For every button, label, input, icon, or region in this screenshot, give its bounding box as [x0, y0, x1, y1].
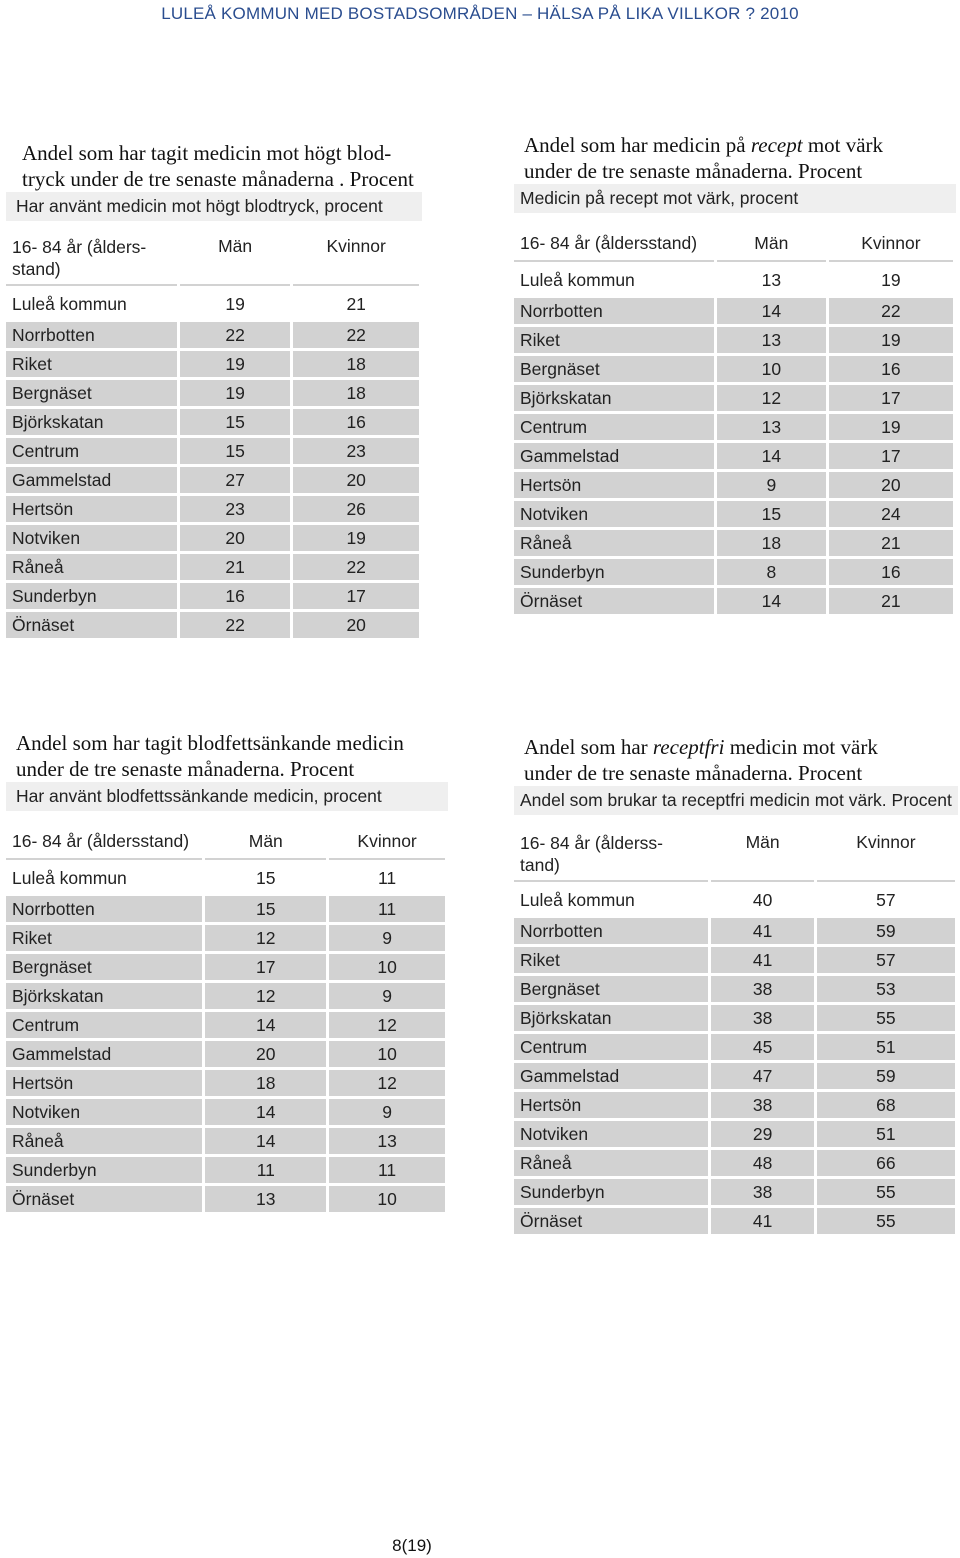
cell-women: 11	[329, 1157, 445, 1183]
cell-area: Hertsön	[514, 1092, 708, 1118]
table-row	[514, 530, 953, 556]
column-header-women: Kvinnor	[817, 828, 955, 882]
cell-area: Luleå kommun	[520, 269, 635, 290]
cell-women: 68	[817, 1092, 955, 1118]
cell-area: Gammelstad	[6, 467, 177, 493]
table-row	[514, 976, 955, 1002]
table-row	[514, 443, 953, 469]
cell-men: 38	[711, 1092, 813, 1118]
cell-area: Björkskatan	[6, 409, 177, 435]
cell-men: 13	[717, 327, 826, 353]
cell-area: Bergnäset	[514, 976, 708, 1002]
column-header-area: 16- 84 år (åldersstand)	[514, 226, 714, 262]
table-subtitle: Har använt blodfettssänkande medicin, procent	[6, 782, 448, 813]
cell-women: 9	[329, 1099, 445, 1125]
cell-men: 10	[717, 356, 826, 382]
data-table	[3, 229, 422, 641]
cell-men: 14	[717, 588, 826, 614]
table-row	[6, 1128, 445, 1154]
table-row	[6, 1099, 445, 1125]
cell-area: Gammelstad	[6, 1041, 202, 1067]
cell-men: 23	[180, 496, 291, 522]
cell-area: Råneå	[6, 554, 177, 580]
cell-women: 16	[293, 409, 419, 435]
cell-men: 19	[180, 380, 291, 406]
cell-women: 16	[829, 356, 953, 382]
cell-women: 17	[829, 385, 953, 411]
table-title: Andel som har tagit medicin mot högt blod- tryck under de tre senaste månaderna . Procent	[22, 141, 414, 191]
cell-area: Notviken	[514, 501, 714, 527]
table-row	[6, 612, 419, 638]
cell-women: 59	[817, 918, 955, 944]
table-row	[514, 472, 953, 498]
table-row	[6, 925, 445, 951]
cell-area: Råneå	[514, 530, 714, 556]
table-row	[6, 583, 419, 609]
cell-women: 20	[829, 472, 953, 498]
column-header-women: Kvinnor	[293, 232, 419, 286]
cell-women: 18	[293, 380, 419, 406]
cell-men: 12	[205, 925, 326, 951]
cell-area: Sunderbyn	[514, 559, 714, 585]
cell-area: Sunderbyn	[6, 1157, 202, 1183]
table-title: Andel som har receptfri medicin mot värk under de tre senaste månaderna. Procent	[524, 735, 878, 785]
table-row	[6, 438, 419, 464]
column-header-women: Kvinnor	[829, 226, 953, 262]
cell-women: 22	[293, 322, 419, 348]
cell-area: Hertsön	[6, 1070, 202, 1096]
cell-women: 13	[329, 1128, 445, 1154]
cell-men: 20	[205, 1041, 326, 1067]
table-row	[6, 467, 419, 493]
table-row	[514, 1179, 955, 1205]
cell-area: Sunderbyn	[6, 583, 177, 609]
cell-area: Notviken	[514, 1121, 708, 1147]
cell-men: 41	[711, 947, 813, 973]
cell-women: 20	[293, 467, 419, 493]
column-header-men: Män	[205, 824, 326, 860]
table-row	[514, 265, 953, 295]
cell-women: 23	[293, 438, 419, 464]
table-subtitle: Andel som brukar ta receptfri medicin mot värk. Procent	[514, 786, 958, 817]
table-recept-vark	[514, 132, 956, 617]
cell-women: 10	[329, 954, 445, 980]
cell-men: 11	[205, 1157, 326, 1183]
table-row	[6, 896, 445, 922]
cell-area: Örnäset	[514, 588, 714, 614]
cell-women: 66	[817, 1150, 955, 1176]
table-row	[6, 380, 419, 406]
cell-men: 19	[225, 293, 245, 314]
table-row	[6, 954, 445, 980]
table-row	[514, 1063, 955, 1089]
cell-women: 12	[329, 1070, 445, 1096]
cell-women: 21	[829, 588, 953, 614]
column-header-men: Män	[711, 828, 813, 882]
cell-area: Luleå kommun	[12, 293, 127, 314]
cell-area: Gammelstad	[514, 1063, 708, 1089]
cell-women: 53	[817, 976, 955, 1002]
cell-women: 51	[817, 1121, 955, 1147]
table-row	[6, 496, 419, 522]
table-row	[514, 1092, 955, 1118]
cell-women: 9	[329, 983, 445, 1009]
table-row	[6, 409, 419, 435]
cell-men: 13	[205, 1186, 326, 1212]
cell-men: 38	[711, 1005, 813, 1031]
cell-area: Örnäset	[6, 612, 177, 638]
cell-men: 15	[180, 409, 291, 435]
cell-men: 29	[711, 1121, 813, 1147]
column-header-area: 16- 84 år (ålderss-tand)	[514, 828, 708, 882]
cell-women: 19	[293, 525, 419, 551]
cell-men: 15	[205, 896, 326, 922]
cell-area: Luleå kommun	[520, 889, 635, 910]
cell-area: Örnäset	[6, 1186, 202, 1212]
cell-women: 57	[817, 947, 955, 973]
table-row	[6, 1157, 445, 1183]
cell-area: Örnäset	[514, 1208, 708, 1234]
cell-men: 18	[717, 530, 826, 556]
cell-men: 19	[180, 351, 291, 377]
column-header-women: Kvinnor	[329, 824, 445, 860]
cell-men: 47	[711, 1063, 813, 1089]
column-header-men: Män	[180, 232, 291, 286]
cell-men: 22	[180, 322, 291, 348]
page-header: LULEÅ KOMMUN MED BOSTADSOMRÅDEN – HÄLSA PÅ LIKA VILLKOR ? 2010	[161, 4, 799, 23]
cell-men: 41	[711, 918, 813, 944]
cell-women: 57	[876, 889, 896, 910]
cell-area: Riket	[6, 925, 202, 951]
cell-women: 55	[817, 1208, 955, 1234]
table-blodtryck	[6, 140, 422, 641]
cell-men: 14	[205, 1099, 326, 1125]
cell-area: Centrum	[514, 1034, 708, 1060]
cell-area: Centrum	[6, 438, 177, 464]
cell-area: Riket	[6, 351, 177, 377]
table-row	[514, 356, 953, 382]
cell-men: 27	[180, 467, 291, 493]
table-title: Andel som har tagit blodfettsänkande medicin under de tre senaste månaderna. Procent	[16, 731, 404, 781]
table-row	[514, 327, 953, 353]
cell-men: 40	[752, 889, 773, 910]
table-blodfett	[6, 730, 448, 1215]
cell-men: 22	[180, 612, 291, 638]
cell-men: 15	[717, 501, 826, 527]
column-header-men: Män	[717, 226, 826, 262]
cell-women: 18	[293, 351, 419, 377]
cell-area: Björkskatan	[514, 385, 714, 411]
cell-area: Norrbotten	[514, 298, 714, 324]
cell-area: Björkskatan	[514, 1005, 708, 1031]
cell-women: 59	[817, 1063, 955, 1089]
table-row	[514, 918, 955, 944]
table-receptfri-vark	[514, 734, 958, 1237]
table-subtitle: Medicin på recept mot värk, procent	[514, 184, 956, 215]
cell-women: 12	[329, 1012, 445, 1038]
table-row	[514, 1121, 955, 1147]
cell-area: Råneå	[6, 1128, 202, 1154]
cell-area: Notviken	[6, 525, 177, 551]
table-row	[6, 525, 419, 551]
cell-women: 55	[817, 1179, 955, 1205]
cell-men: 38	[711, 976, 813, 1002]
cell-women: 21	[829, 530, 953, 556]
cell-area: Råneå	[514, 1150, 708, 1176]
cell-women: 22	[829, 298, 953, 324]
cell-area: Bergnäset	[6, 380, 177, 406]
table-row	[6, 289, 419, 319]
cell-women: 55	[817, 1005, 955, 1031]
table-row	[514, 1034, 955, 1060]
page-number: 8(19)	[392, 1536, 432, 1555]
cell-men: 8	[717, 559, 826, 585]
table-title: Andel som har medicin på recept mot värk under de tre senaste månaderna. Procent	[524, 133, 884, 183]
cell-area: Centrum	[514, 414, 714, 440]
data-table	[511, 825, 958, 1237]
cell-men: 14	[205, 1128, 326, 1154]
cell-area: Notviken	[6, 1099, 202, 1125]
cell-men: 9	[717, 472, 826, 498]
table-row	[6, 1012, 445, 1038]
cell-men: 12	[717, 385, 826, 411]
cell-women: 21	[346, 293, 366, 314]
cell-area: Norrbotten	[514, 918, 708, 944]
cell-women: 20	[293, 612, 419, 638]
cell-area: Gammelstad	[514, 443, 714, 469]
cell-area: Sunderbyn	[514, 1179, 708, 1205]
cell-men: 13	[717, 414, 826, 440]
cell-men: 18	[205, 1070, 326, 1096]
cell-women: 22	[293, 554, 419, 580]
table-row	[514, 385, 953, 411]
table-row	[6, 1186, 445, 1212]
cell-area: Hertsön	[514, 472, 714, 498]
cell-women: 17	[829, 443, 953, 469]
cell-women: 11	[329, 896, 445, 922]
cell-women: 24	[829, 501, 953, 527]
cell-men: 14	[717, 443, 826, 469]
cell-women: 10	[329, 1186, 445, 1212]
cell-women: 26	[293, 496, 419, 522]
cell-women: 19	[829, 414, 953, 440]
table-row	[514, 1208, 955, 1234]
cell-men: 15	[180, 438, 291, 464]
table-row	[6, 322, 419, 348]
cell-area: Riket	[514, 947, 708, 973]
cell-area: Centrum	[6, 1012, 202, 1038]
cell-men: 16	[180, 583, 291, 609]
cell-women: 51	[817, 1034, 955, 1060]
cell-area: Luleå kommun	[12, 867, 127, 888]
cell-area: Hertsön	[6, 496, 177, 522]
data-table	[3, 821, 448, 1215]
table-row	[514, 414, 953, 440]
column-header-area: 16- 84 år (ålders-stand)	[6, 232, 177, 286]
cell-area: Riket	[514, 327, 714, 353]
cell-women: 9	[329, 925, 445, 951]
cell-area: Norrbotten	[6, 322, 177, 348]
cell-area: Norrbotten	[6, 896, 202, 922]
data-table	[511, 223, 956, 617]
cell-men: 21	[180, 554, 291, 580]
cell-women: 17	[293, 583, 419, 609]
table-row	[6, 554, 419, 580]
cell-men: 20	[180, 525, 291, 551]
cell-men: 13	[761, 269, 782, 290]
table-subtitle: Har använt medicin mot högt blodtryck, procent	[6, 192, 422, 223]
cell-men: 45	[711, 1034, 813, 1060]
cell-men: 12	[205, 983, 326, 1009]
cell-men: 15	[256, 867, 276, 888]
table-row	[514, 1150, 955, 1176]
cell-men: 14	[717, 298, 826, 324]
cell-men: 14	[205, 1012, 326, 1038]
cell-women: 19	[881, 269, 901, 290]
table-row	[6, 863, 445, 893]
cell-men: 17	[205, 954, 326, 980]
table-row	[514, 947, 955, 973]
cell-men: 41	[711, 1208, 813, 1234]
table-row	[6, 983, 445, 1009]
cell-women: 10	[329, 1041, 445, 1067]
table-row	[6, 1070, 445, 1096]
cell-men: 38	[711, 1179, 813, 1205]
cell-men: 48	[711, 1150, 813, 1176]
cell-women: 11	[378, 867, 397, 888]
cell-area: Bergnäset	[6, 954, 202, 980]
cell-area: Bergnäset	[514, 356, 714, 382]
table-row	[514, 885, 955, 915]
table-row	[514, 559, 953, 585]
cell-women: 16	[829, 559, 953, 585]
table-row	[514, 298, 953, 324]
table-row	[514, 1005, 955, 1031]
cell-area: Björkskatan	[6, 983, 202, 1009]
table-row	[6, 351, 419, 377]
table-row	[6, 1041, 445, 1067]
column-header-area: 16- 84 år (åldersstand)	[6, 824, 202, 860]
table-row	[514, 501, 953, 527]
cell-women: 19	[829, 327, 953, 353]
table-row	[514, 588, 953, 614]
